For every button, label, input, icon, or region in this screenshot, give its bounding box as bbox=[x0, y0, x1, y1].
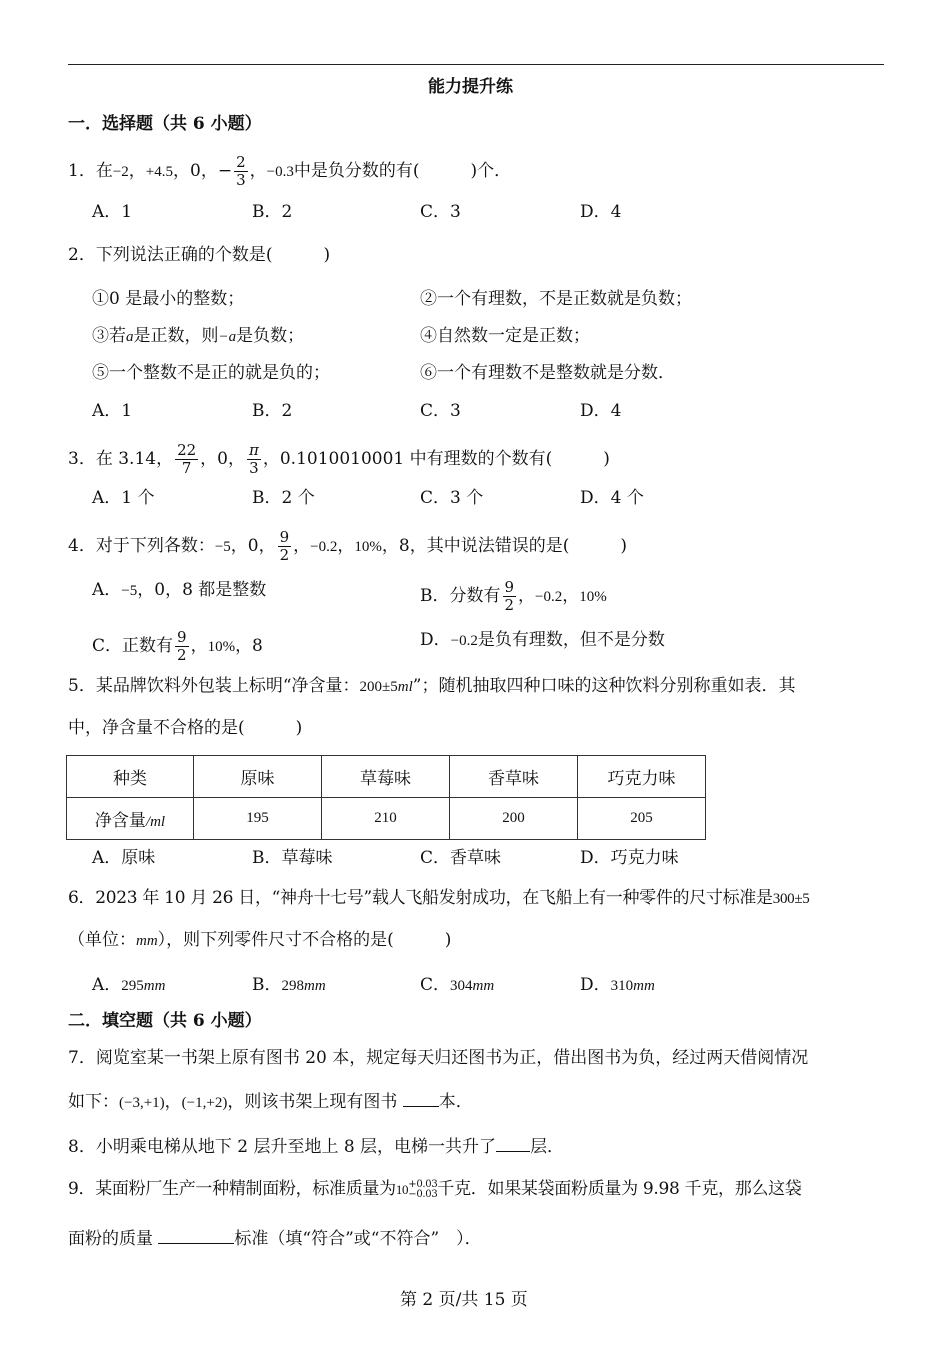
header-rule bbox=[68, 64, 884, 65]
q5-option-b: B．草莓味 bbox=[252, 848, 333, 868]
text: 是正数，则 bbox=[133, 326, 219, 346]
denominator: 2 bbox=[279, 546, 290, 564]
text: 本． bbox=[438, 1092, 473, 1112]
q2-item-1: ①0 是最小的整数； bbox=[92, 289, 245, 309]
q2-item-4: ④自然数一定是正数； bbox=[420, 326, 590, 346]
text: ），则下列零件尺寸不合格的是( ) bbox=[157, 930, 452, 950]
val: 310 bbox=[610, 978, 634, 994]
page-title: 能力提升练 bbox=[428, 77, 513, 97]
q4-option-c bbox=[92, 629, 263, 664]
q6-option-b bbox=[252, 974, 326, 997]
q2-option-a: A．1 bbox=[92, 401, 133, 421]
q2-item-5: ⑤一个整数不是正的就是负的； bbox=[92, 363, 330, 383]
unit: mm bbox=[304, 978, 326, 994]
text: ， bbox=[562, 586, 580, 606]
num: −0.2 bbox=[310, 539, 338, 555]
numerator: 9 bbox=[279, 528, 290, 546]
num: −5 bbox=[121, 583, 138, 599]
num: −0.2 bbox=[535, 589, 563, 605]
question-8 bbox=[68, 1135, 564, 1158]
val: 295 bbox=[121, 978, 144, 994]
num: −0.2 bbox=[450, 633, 478, 649]
q1-fraction bbox=[234, 154, 248, 189]
section-heading-fill: 二．填空题（共 6 小题） bbox=[68, 1011, 262, 1031]
question-3 bbox=[68, 442, 610, 477]
q2-option-d: D．4 bbox=[580, 401, 622, 421]
fraction bbox=[175, 442, 198, 477]
q1-sep: ， bbox=[249, 161, 267, 181]
label: C． bbox=[420, 975, 451, 995]
q4-option-a bbox=[92, 579, 266, 602]
q2-item-2: ②一个有理数，不是正数就是负数； bbox=[420, 289, 692, 309]
q6-option-a bbox=[92, 974, 165, 997]
table-cell: 210 bbox=[322, 798, 450, 840]
q1-sep: ， bbox=[128, 161, 146, 181]
text: B．分数有 bbox=[420, 586, 501, 606]
denominator: 3 bbox=[249, 459, 259, 477]
denominator: 3 bbox=[236, 171, 246, 189]
numerator: 2 bbox=[236, 153, 246, 171]
numerator: 22 bbox=[177, 441, 197, 459]
lower: −0.03 bbox=[408, 1188, 438, 1200]
text: ， bbox=[518, 586, 536, 606]
question-1 bbox=[68, 154, 511, 189]
question-2: 2．下列说法正确的个数是( ) bbox=[68, 245, 331, 265]
q5-option-a: A．原味 bbox=[92, 848, 156, 868]
text: 层． bbox=[530, 1137, 565, 1157]
text: 6．2023 年 10 月 26 日，“神舟十七号”载人飞船发射成功，在飞船上有一种零件的尺寸标准是 bbox=[68, 888, 773, 908]
q1-sep: ，0， bbox=[173, 161, 218, 181]
table-header: 巧克力味 bbox=[578, 756, 706, 798]
q6-option-c bbox=[420, 974, 494, 997]
question-9-line-2 bbox=[68, 1227, 482, 1250]
text: 净含量 bbox=[94, 811, 146, 831]
text: ，8，其中说法错误的是( ) bbox=[381, 536, 627, 556]
answer-blank[interactable] bbox=[496, 1135, 530, 1152]
q1-option-a: A．1 bbox=[92, 202, 133, 222]
q5-option-d: D．巧克力味 bbox=[580, 848, 679, 868]
table-cell: 200 bbox=[450, 798, 578, 840]
table-header: 原味 bbox=[194, 756, 322, 798]
pair: (−1,+2) bbox=[181, 1095, 228, 1111]
q1-num: −2 bbox=[112, 164, 129, 180]
question-9 bbox=[68, 1178, 802, 1201]
fraction bbox=[278, 529, 292, 564]
label: B． bbox=[252, 975, 282, 995]
net-content-table bbox=[66, 755, 706, 840]
text: A． bbox=[92, 580, 122, 600]
pair: (−3,+1) bbox=[119, 1095, 165, 1111]
section-heading-choice: 一．选择题（共 6 小题） bbox=[68, 114, 262, 134]
numerator: 9 bbox=[504, 578, 515, 596]
text: C．正数有 bbox=[92, 636, 174, 656]
unit: mm bbox=[633, 978, 655, 994]
text: ， bbox=[164, 1092, 182, 1112]
text: ”；随机抽取四种口味的这种饮料分别称重如表．其 bbox=[412, 676, 796, 696]
text: 是负数； bbox=[236, 326, 305, 346]
text: D． bbox=[420, 630, 451, 650]
q1-num: −0.3 bbox=[266, 164, 294, 180]
num: 300±5 bbox=[772, 891, 810, 907]
text: 5．某品牌饮料外包装上标明“净含量： bbox=[68, 676, 360, 696]
text: ③若 bbox=[92, 326, 126, 346]
num: 10% bbox=[207, 639, 236, 655]
text: ，8 bbox=[235, 636, 263, 656]
fraction bbox=[175, 629, 189, 664]
q2-item-3 bbox=[92, 325, 304, 348]
text: 9．某面粉厂生产一种精制面粉，标准质量为 bbox=[68, 1179, 396, 1199]
var: a bbox=[126, 329, 134, 345]
text: ，则该书架上现有图书 bbox=[227, 1092, 398, 1112]
text: ， bbox=[337, 536, 355, 556]
denominator: 2 bbox=[177, 646, 187, 664]
fraction bbox=[247, 442, 261, 477]
page-footer: 第 2 页/共 15 页 bbox=[400, 1290, 528, 1310]
num: −5 bbox=[214, 539, 231, 555]
q3-option-b: B．2 个 bbox=[252, 488, 315, 508]
num: 10% bbox=[354, 539, 382, 555]
tolerance bbox=[408, 1180, 437, 1200]
text: 8．小明乘电梯从地下 2 层升至地上 8 层，电梯一共升了 bbox=[68, 1137, 497, 1157]
table-row bbox=[67, 798, 706, 840]
upper: +0.03 bbox=[408, 1178, 438, 1190]
text: 3．在 3.14， bbox=[68, 449, 174, 469]
unit: mm bbox=[472, 978, 495, 994]
text: 是负有理数，但不是分数 bbox=[477, 630, 665, 650]
question-7-line-2 bbox=[68, 1090, 473, 1114]
question-6 bbox=[68, 887, 809, 910]
q3-option-c: C．3 个 bbox=[420, 488, 484, 508]
q3-option-a: A．1 个 bbox=[92, 488, 155, 508]
text: 千克．如果某袋面粉质量为 9.98 千克，那么这袋 bbox=[437, 1179, 802, 1199]
text: 4．对于下列各数： bbox=[68, 536, 215, 556]
q2-option-b: B．2 bbox=[252, 401, 293, 421]
answer-blank[interactable] bbox=[403, 1090, 439, 1107]
question-5 bbox=[68, 675, 795, 698]
unit: /ml bbox=[145, 814, 166, 830]
answer-blank[interactable] bbox=[158, 1227, 234, 1244]
text: ，0.1010010001 中有理数的个数有( ) bbox=[262, 449, 610, 469]
q4-option-d bbox=[420, 629, 665, 652]
q1-text: 1．在 bbox=[68, 161, 113, 181]
val: 304 bbox=[450, 978, 473, 994]
num: 10% bbox=[579, 589, 607, 605]
denominator: 2 bbox=[504, 596, 515, 614]
q1-option-d: D．4 bbox=[580, 202, 622, 222]
q1-option-c: C．3 bbox=[420, 202, 461, 222]
question-6-line-2 bbox=[68, 929, 451, 952]
table-header: 草莓味 bbox=[322, 756, 450, 798]
question-7: 7．阅览室某一书架上原有图书 20 本，规定每天归还图书为正，借出图书为负，经过两天借阅情况 bbox=[68, 1048, 809, 1068]
table-row-label bbox=[67, 798, 194, 840]
fraction bbox=[503, 579, 517, 614]
text: 面粉的质量 bbox=[68, 1229, 153, 1249]
question-4 bbox=[68, 529, 627, 564]
table-header-row bbox=[67, 756, 706, 798]
val: 298 bbox=[281, 978, 304, 994]
numerator: 9 bbox=[177, 628, 187, 646]
q4-option-b bbox=[420, 579, 607, 614]
text: ， bbox=[293, 536, 311, 556]
unit: mm bbox=[143, 978, 166, 994]
table-cell: 205 bbox=[578, 798, 706, 840]
question-5-line-2: 中，净含量不合格的是( ) bbox=[68, 718, 303, 738]
unit: ml bbox=[397, 679, 413, 695]
q1-neg: − bbox=[217, 161, 233, 181]
text: （单位： bbox=[68, 930, 136, 950]
unit: mm bbox=[136, 933, 158, 949]
var: −a bbox=[218, 329, 237, 345]
q2-option-c: C．3 bbox=[420, 401, 461, 421]
table-header: 种类 bbox=[67, 756, 194, 798]
text: 标准（填“符合”或“不符合” ）． bbox=[234, 1229, 482, 1249]
label: A． bbox=[92, 975, 122, 995]
num: 10 bbox=[395, 1182, 409, 1197]
text: ，0，8 都是整数 bbox=[137, 580, 267, 600]
q2-item-6: ⑥一个有理数不是整数就是分数． bbox=[420, 363, 675, 383]
table-header: 香草味 bbox=[450, 756, 578, 798]
q1-text: 中是负分数的有( )个． bbox=[293, 161, 512, 181]
numerator: π bbox=[249, 441, 259, 459]
label: D． bbox=[580, 975, 611, 995]
text: ，0， bbox=[200, 449, 245, 469]
q1-option-b: B．2 bbox=[252, 202, 293, 222]
text: ，0， bbox=[230, 536, 276, 556]
text: 如下： bbox=[68, 1092, 119, 1112]
denominator: 7 bbox=[181, 459, 192, 477]
q3-option-d: D．4 个 bbox=[580, 488, 644, 508]
q5-option-c: C．香草味 bbox=[420, 848, 502, 868]
q1-num: +4.5 bbox=[145, 164, 174, 180]
num: 200±5 bbox=[359, 679, 398, 695]
q6-option-d bbox=[580, 974, 655, 997]
table-cell: 195 bbox=[194, 798, 322, 840]
text: ， bbox=[190, 636, 208, 656]
